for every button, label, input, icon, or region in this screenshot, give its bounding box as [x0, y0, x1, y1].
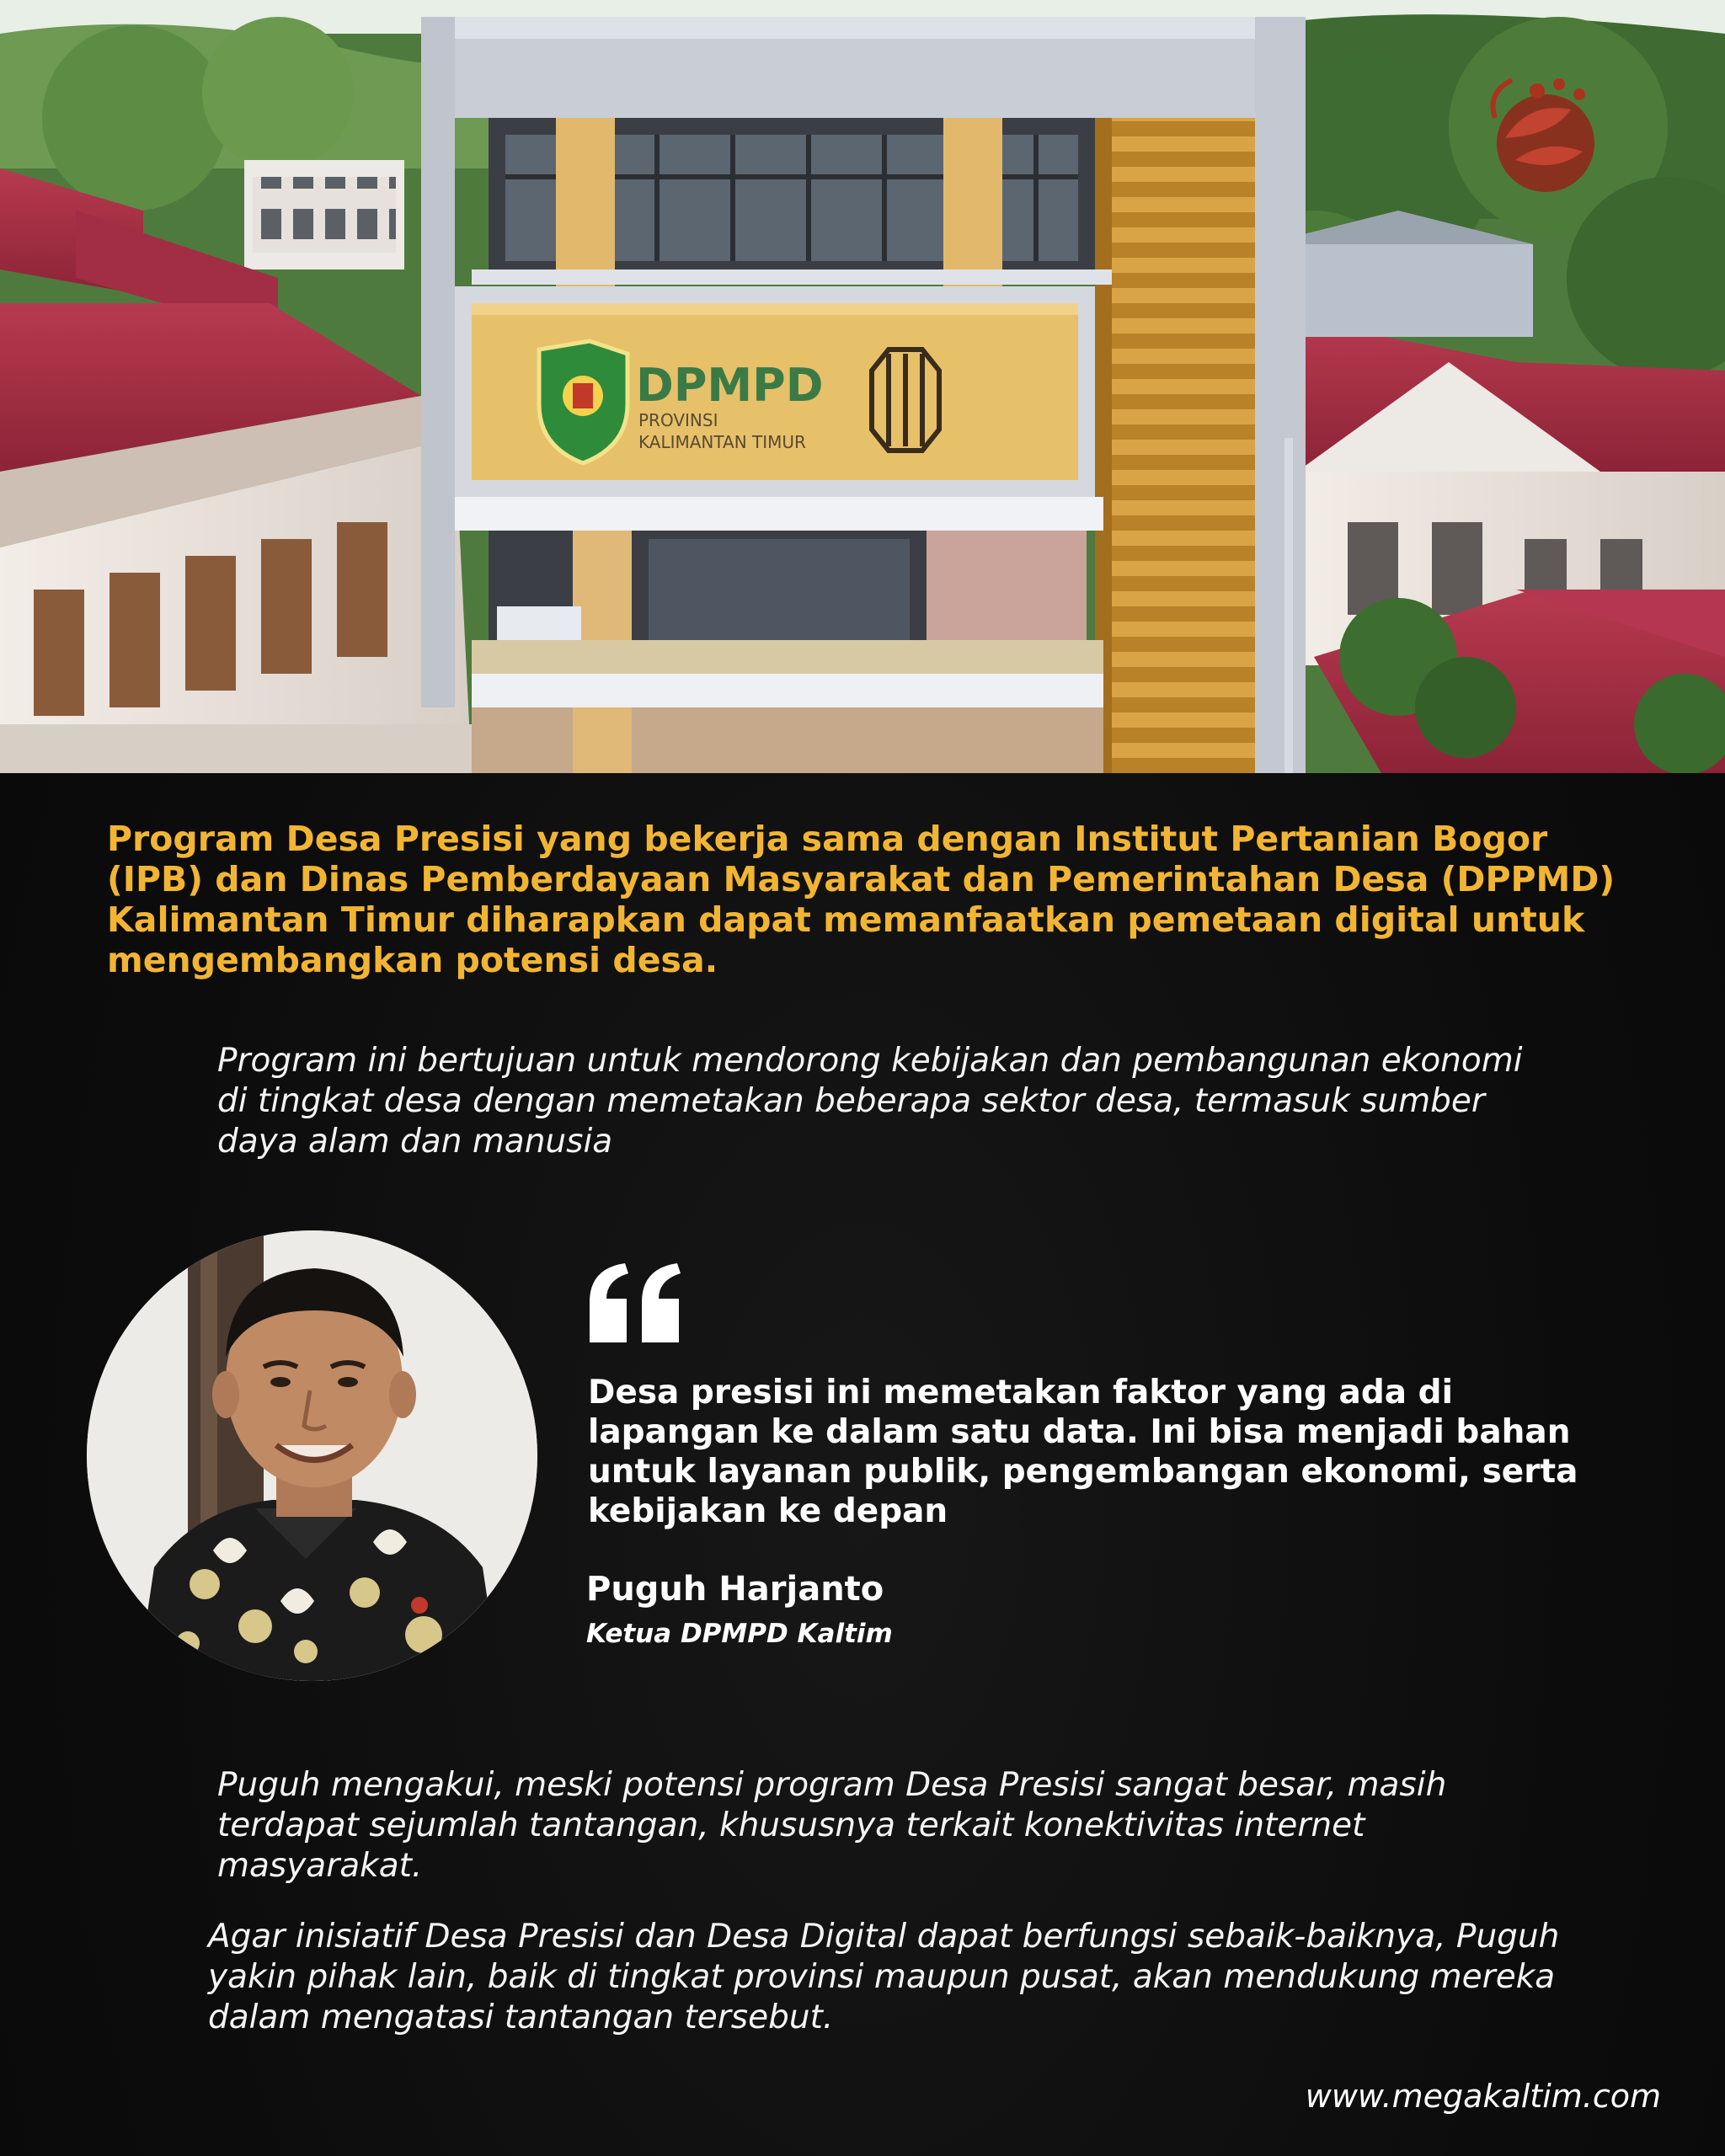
- speaker-portrait: [87, 1230, 537, 1681]
- building-photo: [0, 0, 1725, 773]
- sign-line1: PROVINSI: [638, 410, 718, 430]
- support-paragraph: Agar inisiatif Desa Presisi dan Desa Digital dapat berfungsi sebaik-baiknya, Puguh yakin pihak lain, baik di tingkat provinsi maupun pusat, akan mendukung mereka dalam mengatasi tantangan tersebut.: [208, 1918, 1560, 2036]
- quote-text: Desa presisi ini memetakan faktor yang ada di lapangan ke dalam satu data. Ini bisa menjadi bahan untuk layanan publik, pengembangan ekonomi, serta kebijakan ke depan: [588, 1374, 1578, 1530]
- challenges-paragraph: Puguh mengakui, meski potensi program Desa Presisi sangat besar, masih terdapat sejumlah tantangan, khususnya terkait konektivitas internet masyarakat.: [217, 1766, 1447, 1885]
- lead-paragraph: Program Desa Presisi yang bekerja sama dengan Institut Pertanian Bogor (IPB) dan Dinas Pemberdayaan Masyarakat dan Pemerintahan Desa (DPPMD) Kalimantan Timur diharapkan dapat memanfaatkan pemetaan digital untuk mengembangkan potensi desa.: [107, 819, 1616, 980]
- sign-name: DPMPD: [636, 359, 824, 412]
- quote-mark-icon: [588, 1262, 684, 1342]
- quote-author-name: Puguh Harjanto: [586, 1570, 884, 1609]
- intro-paragraph: Program ini bertujuan untuk mendorong kebijakan dan pembangunan ekonomi di tingkat desa dengan memetakan beberapa sektor desa, termasuk sumber daya alam dan manusia: [217, 1042, 1523, 1161]
- quote-author-role: Ketua DPMPD Kaltim: [586, 1619, 893, 1649]
- sign-line2: KALIMANTAN TIMUR: [638, 432, 806, 452]
- east-kalimantan-emblem-icon: [539, 341, 628, 463]
- website-url[interactable]: www.megakaltim.com: [1305, 2078, 1661, 2115]
